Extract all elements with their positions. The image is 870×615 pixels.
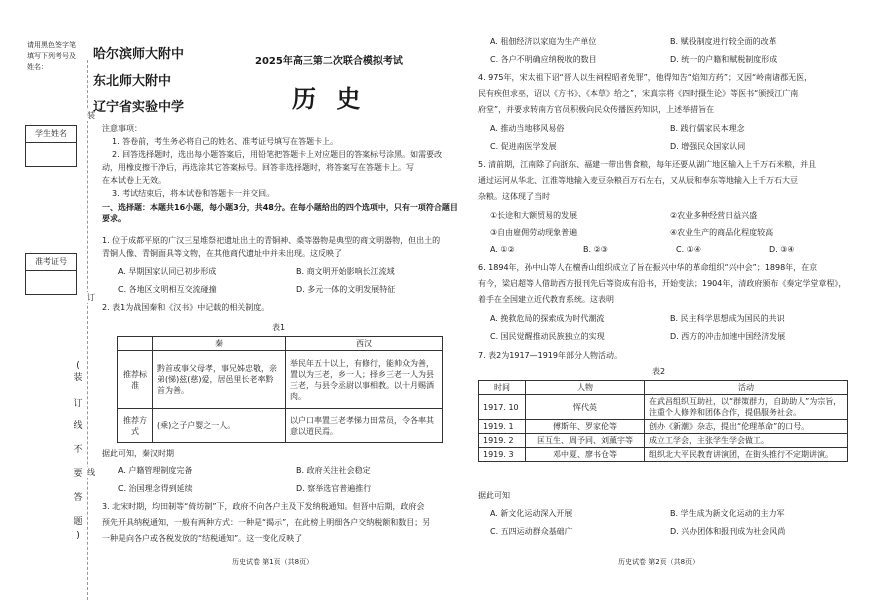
table1-header-qin: 秦 xyxy=(153,337,286,351)
notice-1: 1. 答卷前，考生务必将自己的姓名、准考证号填写在答题卡上。 xyxy=(112,137,339,146)
table2-cell: 成立工学会，主张学生学会做工。 xyxy=(645,434,848,448)
table2-cell: 恽代英 xyxy=(526,395,645,420)
q1-stem-1: 1. 位于成都平原的广汉三星堆祭祀遗址出土的青铜神、桑等器物是典型的商文明器物，但出土的 xyxy=(102,236,441,245)
q5-stem-3: 杂粮。这体现了当时 xyxy=(478,192,550,201)
school-name-2: 东北师大附中 xyxy=(93,74,172,89)
school-name-3: 辽宁省实验中学 xyxy=(93,100,185,115)
table1-title: 表1 xyxy=(272,323,286,332)
q4-stem-1: 4. 975年，宋太祖下诏“晋人以生祠程昭者免罪”，他得知告“焰知方药”；又因“岭南诸郡无医， xyxy=(478,73,813,82)
exam-title: 2025年高三第二次联合模拟考试 xyxy=(255,56,403,67)
q3-option-c[interactable]: C. 各户不明确应纳税收的数目 xyxy=(490,55,597,64)
seal-text-yao: 要 xyxy=(73,469,83,479)
q5-stem-2: 通过运河从华北、江淮等地输入麦豆杂粮百万石左右，又从辰和奉东等地输入上千万石大豆 xyxy=(478,176,798,185)
q6-option-d[interactable]: D. 西方的冲击加速中国经济发展 xyxy=(670,332,786,341)
q4-option-d[interactable]: D. 增强民众国家认同 xyxy=(670,142,746,151)
q5-item-2: ②农业多种经营日益兴盛 xyxy=(670,211,758,220)
table2-cell: 傅斯年、罗家伦等 xyxy=(526,420,645,434)
q4-stem-2: 民有疾但求巫，诏以《方书》、《本草》给之”，宋真宗将《四时摄生论》等医书“颁授江广南 xyxy=(478,89,799,98)
q7-after: 据此可知 xyxy=(478,491,510,500)
seal-text-zhuang: 装 xyxy=(73,373,83,383)
exam-number-label: 准考证号 xyxy=(26,254,76,271)
subject-title: 历 史 xyxy=(292,84,367,113)
notice-2c: 在本试卷上无效。 xyxy=(102,176,166,185)
table1-row1-han: 举民年五十以上，有修行，能帅众为善，置以为三老，乡一人；择乡三老一人为县三老，与县令丞尉以事相教。以十月赐酒肉。 xyxy=(286,351,443,409)
table2-cell: 创办《新潮》杂志，提出“伦理革命”的口号。 xyxy=(645,420,848,434)
q3-option-b[interactable]: B. 赋役制度进行较全面的改革 xyxy=(670,37,777,46)
q3-option-a[interactable]: A. 租佃经济以家庭为生产单位 xyxy=(490,37,597,46)
q5-option-b[interactable]: B. ②③ xyxy=(583,245,608,254)
table2-cell: 组织北大平民教育讲演团，在街头推行不定期讲演。 xyxy=(645,448,848,462)
seal-text-xian: 线 xyxy=(73,421,83,431)
table2-header-person: 人物 xyxy=(526,381,645,395)
q7-option-c[interactable]: C. 五四运动群众基础广 xyxy=(490,527,573,536)
q3-stem-1: 3. 北宋时期，均田制等“倚坊制”下，政府不向各户主及下发纳税通知。但晋中后期，政府会 xyxy=(102,502,425,511)
table2-cell: 1919. 2 xyxy=(479,434,526,448)
notice-2: 2. 回答选择题时，选出每小题答案后，用铅笔把答题卡上对应题目的答案标号涂黑。如需要改 xyxy=(112,150,443,159)
fold-mark-zhuang: 装 xyxy=(87,111,95,120)
q1-option-a[interactable]: A. 早期国家认同已初步形成 xyxy=(118,267,217,276)
table1-row1-qin: 黔首或事父母孝，事兄姊忠敬，亲弟(悌)兹(慈)爱，居邑里长老率黔首为善。 xyxy=(153,351,286,409)
side-instruction: 请用黑色签字笔填写下列考号及姓名： xyxy=(27,41,76,71)
exam-number-box[interactable] xyxy=(25,253,77,295)
table1-row1-label: 推荐标准 xyxy=(118,351,153,409)
seal-text-bu: 不 xyxy=(73,445,83,455)
q5-option-c[interactable]: C. ①④ xyxy=(676,245,702,254)
q4-stem-3: 府堂”，并要求转南方官员积极向民众传播医药知识，上述举措旨在 xyxy=(478,105,715,114)
q6-option-a[interactable]: A. 挽救危局的探索成为时代潮流 xyxy=(490,314,605,323)
table2-cell: 匡互生、周予同、刘薰宇等 xyxy=(526,434,645,448)
q5-item-1: ①长途和大额贸易的发展 xyxy=(490,211,578,220)
notice-title: 注意事项： xyxy=(102,124,142,133)
q2-option-b[interactable]: B. 政府关注社会稳定 xyxy=(296,466,371,475)
q1-option-d[interactable]: D. 多元一体的文明发展特征 xyxy=(296,285,396,294)
q5-option-d[interactable]: D. ③④ xyxy=(769,245,795,254)
q2-option-c[interactable]: C. 治国理念得到延续 xyxy=(118,484,193,493)
table1-header-xihan: 西汉 xyxy=(286,337,443,351)
q2-option-d[interactable]: D. 察举选官普遍推行 xyxy=(296,484,372,493)
seal-text-da: 答 xyxy=(73,493,83,503)
table1-corner xyxy=(118,337,153,351)
q7-option-b[interactable]: B. 学生成为新文化运动的主力军 xyxy=(670,509,785,518)
notice-3: 3. 考试结束后，将本试卷和答题卡一并交回。 xyxy=(112,189,275,198)
table2-cell: 邓中夏、廖书仓等 xyxy=(526,448,645,462)
seal-text-ti: 题 xyxy=(73,517,83,527)
table2-cell: 1919. 3 xyxy=(479,448,526,462)
q3-stem-3: 一种是向各户或各税发放的“结税通知”。这一变化反映了 xyxy=(102,534,303,543)
q3-stem-2: 预先开具纳税通知，一般有两种方式：一种是“揭示”，在此榜上明细各户交纳税额和数目；另 xyxy=(102,518,431,527)
page1-footer: 历史试卷 第1页（共8页） xyxy=(232,558,314,566)
q4-option-b[interactable]: B. 践行儒家民本理念 xyxy=(670,124,745,133)
section-heading: 一、选择题：本题共16小题，每小题3分，共48分。在每小题给出的四个选项中，只有一项符合题目要求。 xyxy=(102,203,458,223)
q5-option-a[interactable]: A. ①② xyxy=(490,245,515,254)
q6-option-c[interactable]: C. 国民觉醒推动民族独立的实现 xyxy=(490,332,605,341)
table2 xyxy=(478,380,848,462)
q2-after: 据此可知，秦汉时期 xyxy=(102,449,174,458)
student-name-box[interactable] xyxy=(25,125,77,167)
student-name-label: 学生姓名 xyxy=(26,126,76,143)
table1 xyxy=(117,336,443,443)
q6-stem-2: 有今，梁启超等人借助西方报刊先后等资成有沿书，开始变法；1904年，清政府颁布《奏定学堂章程》， xyxy=(478,279,847,288)
table1-row2-label: 推荐方式 xyxy=(118,409,153,443)
q2-stem: 2. 表1为战国秦和《汉书》中记载的相关制度。 xyxy=(102,303,270,312)
table1-row2-han: 以户口率置三老孝悌力田常员，令各率其意以道民焉。 xyxy=(286,409,443,443)
q7-stem: 7. 表2为1917—1919年部分人物活动。 xyxy=(478,351,622,360)
school-name-1: 哈尔滨师大附中 xyxy=(93,47,185,62)
q1-option-b[interactable]: B. 商文明开始影响长江流域 xyxy=(296,267,395,276)
q7-option-a[interactable]: A. 新文化运动深入开展 xyxy=(490,509,573,518)
page2-footer: 历史试卷 第2页（共8页） xyxy=(618,558,700,566)
binding-fold-line xyxy=(87,60,88,600)
seal-text-ding: 订 xyxy=(73,399,83,409)
fold-mark-ding: 订 xyxy=(87,293,95,302)
notice-2b: 动，用橡皮擦干净后，再选涂其它答案标号。回答非选择题时，将答案写在答题卡上。写 xyxy=(102,163,414,172)
q1-stem-2: 青铜人像、青铜面具等文物，在其他商代遗址中并未出现。这反映了 xyxy=(102,249,342,258)
q1-option-c[interactable]: C. 各地区文明相互交流碰撞 xyxy=(118,285,217,294)
q4-option-c[interactable]: C. 促进南医学发展 xyxy=(490,142,557,151)
seal-text-close: ) xyxy=(76,531,80,541)
q6-stem-3: 着手在全国建立近代教育系统。这表明 xyxy=(478,295,614,304)
q5-item-3: ③自由雇佣劳动现象普遍 xyxy=(490,228,578,237)
q5-item-4: ④农业生产的商品化程度较高 xyxy=(670,228,774,237)
q3-option-d[interactable]: D. 统一的户籍和赋税制度形成 xyxy=(670,55,778,64)
table2-title: 表2 xyxy=(652,367,666,376)
table2-header-activity: 活动 xyxy=(645,381,848,395)
q2-option-a[interactable]: A. 户籍管理制度完备 xyxy=(118,466,193,475)
q4-option-a[interactable]: A. 推动当地移风易俗 xyxy=(490,124,565,133)
q6-option-b[interactable]: B. 民主科学思想成为国民的共识 xyxy=(670,314,785,323)
table2-cell: 1919. 1 xyxy=(479,420,526,434)
seal-text-open: ( xyxy=(76,361,80,371)
q7-option-d[interactable]: D. 兴办团体和报刊成为社会风尚 xyxy=(670,527,786,536)
table2-cell: 1917. 10 xyxy=(479,395,526,420)
q5-stem-1: 5. 清前期，江南除了向浙东、福建一带出售食粮，每年还要从湖广地区输入上千万石米粮，并且 xyxy=(478,160,817,169)
fold-mark-xian: 线 xyxy=(87,468,95,477)
table2-cell: 在武昌组织互助社，以“群策群力，自助助人”为宗旨，注重个人修养和团体合作，提倡服务社会。 xyxy=(645,395,848,420)
table2-header-time: 时间 xyxy=(479,381,526,395)
q6-stem-1: 6. 1894年，孙中山等人在檀香山组织成立了旨在振兴中华的革命组织“兴中会”；1898年，在京 xyxy=(478,263,818,272)
table1-row2-qin: (乘)之子户婴之一人。 xyxy=(153,409,286,443)
